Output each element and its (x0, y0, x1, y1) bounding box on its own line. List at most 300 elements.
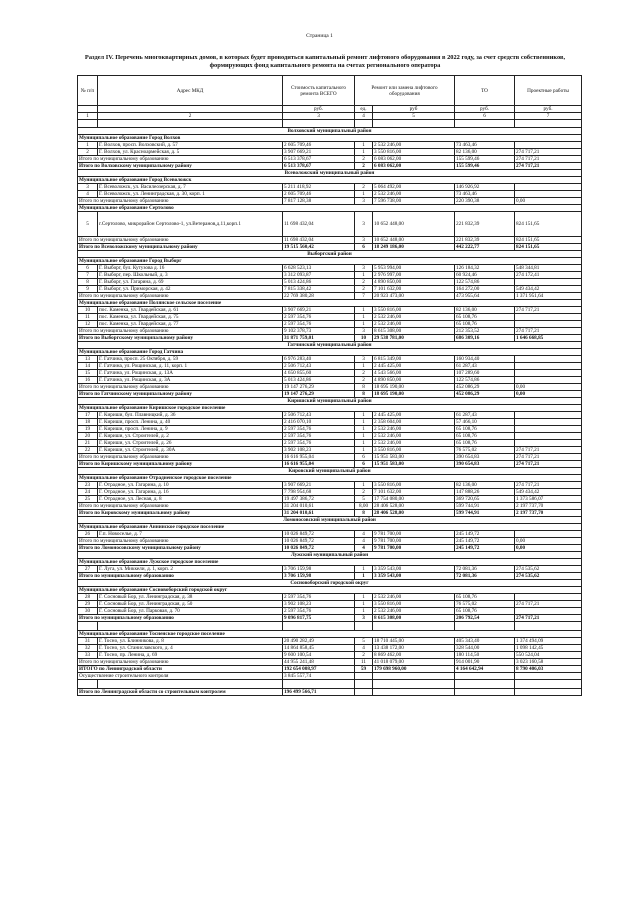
row-number: 12 (78, 321, 98, 328)
units-cell: 6 (355, 454, 373, 461)
to-cell: 146 926,92 (455, 184, 515, 191)
table-row (78, 370, 582, 377)
row-number: 31 (78, 638, 98, 645)
col-header-num: № п/п (78, 76, 98, 106)
subtotal-row (78, 156, 582, 163)
total-row (78, 545, 582, 552)
address-cell: Г. Волхов, просп. Волховский, д. 57 (98, 142, 283, 149)
row-number: 18 (78, 419, 98, 426)
repair-cost-cell: 2 976 997,00 (373, 272, 455, 279)
empty-cell (78, 622, 98, 631)
total-row (78, 510, 582, 517)
table-row (78, 356, 582, 363)
total-row (78, 689, 582, 696)
empty-cell (98, 120, 283, 128)
design-cell: 8 790 406,03 (515, 666, 582, 673)
design-cell: 274 717,21 (515, 163, 582, 170)
address-cell: Г. Гатчина, ул. Рощинская, д. 3А (98, 377, 283, 384)
repair-cost-cell: 18 710 445,00 (373, 638, 455, 645)
total-label: Итого по Гатчинскому муниципальному району (78, 391, 283, 398)
unit-cell: руб (373, 106, 455, 113)
municipality-header-row (78, 475, 582, 482)
design-cell (515, 433, 582, 440)
repair-cost-cell: 9 781 700,00 (373, 545, 455, 552)
to-cell: 65 108,76 (455, 433, 515, 440)
district-header-row (78, 468, 582, 475)
to-cell: 72 081,36 (455, 566, 515, 573)
subtotal-row (78, 328, 582, 335)
total-cost-cell: 5 013 424,86 (283, 377, 355, 384)
row-number: 33 (78, 652, 98, 659)
to-cell: 245 149,72 (455, 545, 515, 552)
table-row (78, 531, 582, 538)
units-cell: 3 (355, 198, 373, 205)
municipality-name: Муниципальное образование Отрадненское городское поселение (78, 475, 582, 482)
table-row (78, 149, 582, 156)
table-row (78, 566, 582, 573)
total-label: ИТОГО по Ленинградской области (78, 666, 283, 673)
to-cell: 442 222,77 (455, 244, 515, 251)
units-cell (355, 689, 373, 696)
total-cost-cell: 6 976 283,40 (283, 356, 355, 363)
row-number: 29 (78, 601, 98, 608)
district-header-row (78, 552, 582, 559)
to-cell: 147 888,26 (455, 489, 515, 496)
design-cell (515, 594, 582, 601)
col-header-total-cost: Стоимость капитального ремонта ВСЕГО (283, 76, 355, 106)
row-number: 8 (78, 279, 98, 286)
address-cell: Г. Отрадное, ул. Гагарина, д. 16 (98, 489, 283, 496)
repair-cost-cell (373, 673, 455, 680)
units-cell: 1 (355, 272, 373, 279)
units-cell: 1 (355, 142, 373, 149)
district-header-row (78, 342, 582, 349)
total-cost-cell: 19 147 276,29 (283, 384, 355, 391)
units-cell: 1 (355, 149, 373, 156)
units-cell: 11 (355, 659, 373, 666)
subtotal-row (78, 237, 582, 244)
table-row (78, 426, 582, 433)
total-cost-cell: 2 506 712,43 (283, 412, 355, 419)
repair-cost-cell: 17 754 080,00 (373, 496, 455, 503)
to-cell: 82 136,00 (455, 307, 515, 314)
total-cost-cell: 2 597 354,76 (283, 433, 355, 440)
empty-cell (355, 622, 373, 631)
district-name: Кировский муниципальный район (78, 468, 582, 475)
design-cell: 274 172,41 (515, 272, 582, 279)
design-cell (515, 356, 582, 363)
to-cell: 65 108,76 (455, 321, 515, 328)
total-cost-cell: 6 513 378,67 (283, 163, 355, 170)
repair-cost-cell: 7 101 632,00 (373, 489, 455, 496)
page-label: Страница 1 (306, 33, 333, 39)
units-cell: 3 (355, 328, 373, 335)
total-row (78, 615, 582, 622)
to-cell: 221 832,39 (455, 212, 515, 237)
row-number: 17 (78, 412, 98, 419)
to-cell: 61 287,43 (455, 363, 515, 370)
design-cell (515, 673, 582, 680)
units-cell: 7 (355, 293, 373, 300)
total-cost-cell: 3 902 108,23 (283, 601, 355, 608)
design-cell: 548 344,81 (515, 265, 582, 272)
to-cell: 180 114,50 (455, 652, 515, 659)
address-cell: Г. Сосновый Бор, ул. Ленинградская, д. 50 (98, 601, 283, 608)
to-cell: 76 575,02 (455, 447, 515, 454)
total-cost-cell: 2 597 354,76 (283, 321, 355, 328)
municipality-header-row (78, 258, 582, 265)
spacer-row (78, 622, 582, 631)
repair-cost-cell: 7 101 632,00 (373, 286, 455, 293)
empty-cell (98, 622, 283, 631)
row-number: 11 (78, 314, 98, 321)
units-cell: 8 (355, 391, 373, 398)
municipality-name: Муниципальное образование Полянское сельское поселение (78, 300, 582, 307)
total-cost-cell: 44 955 241,48 (283, 659, 355, 666)
municipality-header-row (78, 559, 582, 566)
total-label: Итого по Кировскому муниципальному району (78, 510, 283, 517)
spacer-row (78, 120, 582, 128)
row-number: 2 (78, 149, 98, 156)
units-cell: 3 (355, 212, 373, 237)
to-cell (455, 673, 515, 680)
design-cell: 549 434,42 (515, 489, 582, 496)
design-cell (515, 419, 582, 426)
district-header-row (78, 580, 582, 587)
design-cell: 274 535,62 (515, 573, 582, 580)
row-number: 13 (78, 356, 98, 363)
repair-cost-cell: 2 358 604,00 (373, 419, 455, 426)
units-cell: 1 (355, 363, 373, 370)
repair-cost-cell: 2 532 246,00 (373, 594, 455, 601)
design-cell: 274 717,21 (515, 447, 582, 454)
repair-cost-cell: 6 815 349,00 (373, 356, 455, 363)
address-cell: пос. Каменка, ул. Гвардейская, д. 75 (98, 314, 283, 321)
design-cell (515, 142, 582, 149)
total-cost-cell: 2 597 354,76 (283, 440, 355, 447)
design-cell: 274 717,21 (515, 461, 582, 468)
design-cell: 824 151,65 (515, 212, 582, 237)
to-cell: 221 832,39 (455, 237, 515, 244)
address-cell: Г. Выборг, ул. Приморская, д. 42 (98, 286, 283, 293)
subtotal-row (78, 384, 582, 391)
units-cell (355, 673, 373, 680)
design-cell: 2 197 737,70 (515, 503, 582, 510)
design-cell: 1 646 668,85 (515, 335, 582, 342)
units-cell: 2 (355, 286, 373, 293)
table-row (78, 638, 582, 645)
total-cost-cell: 11 698 432,04 (283, 237, 355, 244)
subtotal-row (78, 454, 582, 461)
municipality-header-row (78, 177, 582, 184)
total-label: Итого по муниципальному образованию (78, 454, 283, 461)
repair-cost-cell: 6 083 062,00 (373, 163, 455, 170)
municipality-name: Муниципальное образование Город Выборг (78, 258, 582, 265)
repair-cost-cell: 10 652 448,00 (373, 212, 455, 237)
table-row (78, 482, 582, 489)
total-label: Итого по муниципальному образованию (78, 573, 283, 580)
total-label: Осуществление строительного контроля (78, 673, 283, 680)
repair-cost-cell: 6 083 062,00 (373, 156, 455, 163)
total-cost-cell: 16 616 955,04 (283, 454, 355, 461)
to-cell: 599 744,91 (455, 503, 515, 510)
address-cell: пос. Каменка, ул. Гвардейская, д. 77 (98, 321, 283, 328)
total-cost-cell: 196 499 566,71 (283, 689, 355, 696)
total-cost-cell: 16 616 955,04 (283, 461, 355, 468)
row-number: 9 (78, 286, 98, 293)
to-cell: 73 463,46 (455, 191, 515, 198)
row-number: 26 (78, 531, 98, 538)
total-label: Итого по муниципальному образованию (78, 237, 283, 244)
total-cost-cell: 2 597 354,76 (283, 608, 355, 615)
design-cell: 274 535,62 (515, 566, 582, 573)
repair-cost-cell: 4 890 850,00 (373, 279, 455, 286)
district-name: Киришский муниципальный район (78, 398, 582, 405)
total-row (78, 244, 582, 251)
to-cell: 82 136,00 (455, 149, 515, 156)
total-cost-cell: 3 907 669,21 (283, 307, 355, 314)
total-cost-cell: 9 102 378,73 (283, 328, 355, 335)
total-cost-cell: 19 147 276,29 (283, 391, 355, 398)
address-cell: Г. Тосно, ул. Блинникова, д. 8 (98, 638, 283, 645)
units-cell: 2 (355, 279, 373, 286)
col-number: 3 (283, 113, 355, 120)
to-cell: 65 108,76 (455, 314, 515, 321)
empty-cell (515, 622, 582, 631)
design-cell (515, 531, 582, 538)
to-cell: 122 574,86 (455, 279, 515, 286)
to-cell: 473 955,64 (455, 293, 515, 300)
repair-cost-cell: 4 890 850,00 (373, 377, 455, 384)
table-row (78, 265, 582, 272)
design-cell: 1 373 586,07 (515, 496, 582, 503)
total-label: Итого по Выборгскому муниципальному району (78, 335, 283, 342)
design-cell: 274 717,21 (515, 615, 582, 622)
total-cost-cell: 5 211 418,92 (283, 184, 355, 191)
to-cell: 164 272,00 (455, 286, 515, 293)
section-title: Раздел IV. Перечень многоквартирных домов, в которых будет проводиться капитальный ремонт лифтового оборудования в 2022 году, за счет средств собственников, формирующих фонд капитального ремонта на счетах регионального оператора (84, 54, 566, 69)
address-cell: Г. Кириши, просп. Ленина, д. 40 (98, 419, 283, 426)
row-number: 7 (78, 272, 98, 279)
total-cost-cell: 5 013 424,86 (283, 279, 355, 286)
repair-cost-cell: 20 923 473,00 (373, 293, 455, 300)
total-cost-cell: 10 026 849,72 (283, 545, 355, 552)
table-row (78, 377, 582, 384)
repair-cost-cell: 8 869 462,00 (373, 652, 455, 659)
address-cell: Г. Кириши, ул. Строителей, д. 30А (98, 447, 283, 454)
units-cell: 1 (355, 321, 373, 328)
units-cell: 1 (355, 608, 373, 615)
repair-cost-cell: 18 695 190,00 (373, 384, 455, 391)
district-header-row (78, 398, 582, 405)
to-cell: 369 720,65 (455, 496, 515, 503)
address-cell: Г. Кириши, просп. Ленина, д. 9 (98, 426, 283, 433)
col-number: 2 (98, 113, 283, 120)
unit-cell: руб. (455, 106, 515, 113)
total-label: Итого по муниципальному образованию (78, 538, 283, 545)
address-cell: Г. Отрадное, ул. Гагарина, д. 10 (98, 482, 283, 489)
total-cost-cell: 3 907 669,21 (283, 482, 355, 489)
col-number: 7 (515, 113, 582, 120)
address-cell: Г. Гатчина, просп. 25 Октября, д. 59 (98, 356, 283, 363)
to-cell: 212 353,52 (455, 328, 515, 335)
district-name: Волховский муниципальный район (78, 128, 582, 135)
to-cell (455, 689, 515, 696)
units-cell: 1 (355, 573, 373, 580)
col-number: 1 (78, 113, 98, 120)
total-cost-cell: 10 026 849,72 (283, 538, 355, 545)
to-cell: 57 466,10 (455, 419, 515, 426)
total-cost-cell: 11 698 432,04 (283, 212, 355, 237)
units-cell: 1 (355, 447, 373, 454)
address-cell: Г. Кириши, бул. Плавницкий, д. 36 (98, 412, 283, 419)
to-cell: 61 287,43 (455, 412, 515, 419)
repair-cost-cell: 2 532 246,00 (373, 314, 455, 321)
repair-cost-cell: 179 698 960,00 (373, 666, 455, 673)
total-cost-cell: 3 312 093,87 (283, 272, 355, 279)
design-cell: 2 197 737,70 (515, 510, 582, 517)
repair-cost-cell: 29 538 781,00 (373, 335, 455, 342)
to-cell: 73 463,46 (455, 142, 515, 149)
repair-cost-cell: 3 359 543,00 (373, 573, 455, 580)
total-cost-cell: 2 597 354,76 (283, 314, 355, 321)
address-cell: Г. Луга, ул. Миккели, д. 1, корп. 2 (98, 566, 283, 573)
municipality-name: Муниципальное образование Лужское городское поселение (78, 559, 582, 566)
to-cell: 686 309,16 (455, 335, 515, 342)
row-number: 1 (78, 142, 98, 149)
subtotal-row (78, 293, 582, 300)
to-cell: 65 108,76 (455, 608, 515, 615)
total-cost-cell: 20 490 282,49 (283, 638, 355, 645)
total-cost-cell: 3 706 159,98 (283, 573, 355, 580)
repair-cost-cell: 2 532 246,00 (373, 433, 455, 440)
repair-cost-cell: 8 615 308,00 (373, 615, 455, 622)
repair-cost-cell: 8 615 308,00 (373, 328, 455, 335)
table-row (78, 279, 582, 286)
table-row (78, 184, 582, 191)
district-name: Ломоносовский муниципальный район (78, 517, 582, 524)
total-label: Итого по муниципальному образованию (78, 384, 283, 391)
total-cost-cell: 3 902 108,23 (283, 447, 355, 454)
row-number: 3 (78, 184, 98, 191)
total-cost-cell: 192 654 008,97 (283, 666, 355, 673)
subtotal-row (78, 538, 582, 545)
address-cell: Г. Сосновый Бор, ул. Ленинградская, д. 38 (98, 594, 283, 601)
design-cell (515, 363, 582, 370)
empty-cell (78, 680, 98, 689)
to-cell: 126 184,32 (455, 265, 515, 272)
row-number: 21 (78, 440, 98, 447)
to-cell: 914 001,90 (455, 659, 515, 666)
repair-cost-cell: 28 406 528,00 (373, 510, 455, 517)
table-row (78, 652, 582, 659)
design-cell (515, 426, 582, 433)
design-cell: 549 434,42 (515, 286, 582, 293)
design-cell: 3 023 160,58 (515, 659, 582, 666)
district-name: Лужский муниципальный район (78, 552, 582, 559)
empty-cell (283, 120, 355, 128)
row-number: 24 (78, 489, 98, 496)
municipality-header-row (78, 300, 582, 307)
repair-cost-cell: 3 550 816,00 (373, 307, 455, 314)
total-cost-cell: 19 497 386,72 (283, 496, 355, 503)
district-name: Сосновоборский городской округ (78, 580, 582, 587)
design-cell: 274 717,21 (515, 601, 582, 608)
address-cell: Г. Кириши, ул. Строителей, д. 26 (98, 440, 283, 447)
units-cell: 4 (355, 538, 373, 545)
total-row (78, 573, 582, 580)
address-cell: Г. Гатчина, ул. Рощинская, д. 11, корп. 1 (98, 363, 283, 370)
table-row (78, 314, 582, 321)
design-cell (515, 412, 582, 419)
repair-cost-cell: 15 951 583,00 (373, 454, 455, 461)
units-cell: 1 (355, 601, 373, 608)
units-cell: 3 (355, 265, 373, 272)
address-cell: Г. Выборг, пер. Школьный, д. 3 (98, 272, 283, 279)
total-cost-cell: 7 815 338,42 (283, 286, 355, 293)
design-cell (515, 440, 582, 447)
units-cell: 8 (355, 510, 373, 517)
total-label: Итого по муниципальному образованию (78, 293, 283, 300)
row-number: 6 (78, 265, 98, 272)
empty-cell (515, 680, 582, 689)
col-header-address: Адрес МКД (98, 76, 283, 106)
municipality-header-row (78, 631, 582, 638)
units-cell: 5 (355, 638, 373, 645)
municipality-name: Муниципальное образование Сертолово (78, 205, 582, 212)
row-number: 28 (78, 594, 98, 601)
design-cell: 824 151,65 (515, 237, 582, 244)
total-cost-cell: 7 798 954,68 (283, 489, 355, 496)
table-row (78, 212, 582, 237)
table-row (78, 412, 582, 419)
address-cell: Г. Кириши, ул. Строителей, д. 2 (98, 433, 283, 440)
total-cost-cell: 3 706 159,98 (283, 566, 355, 573)
unit-cell: ед. (355, 106, 373, 113)
total-row (78, 461, 582, 468)
total-label: Итого по Ленинградской области со строительным контролем (78, 689, 283, 696)
design-cell: 1 098 142,45 (515, 645, 582, 652)
address-cell: Г. Гатчина, ул. Рощинская, д. 13А (98, 370, 283, 377)
district-name: Гатчинский муниципальный район (78, 342, 582, 349)
total-label: Итого по муниципальному образованию (78, 659, 283, 666)
units-cell: 2 (355, 370, 373, 377)
repair-cost-cell: 3 359 543,00 (373, 566, 455, 573)
design-cell: 274 717,21 (515, 307, 582, 314)
address-cell: Г. Выборг, бул. Кутузова д. 16 (98, 265, 283, 272)
empty-cell (455, 622, 515, 631)
units-cell: 4 (355, 645, 373, 652)
district-header-row (78, 517, 582, 524)
total-label: Итого по Ломоносовскому муниципальному району (78, 545, 283, 552)
to-cell: 328 544,00 (455, 645, 515, 652)
subtotal-row (78, 673, 582, 680)
municipality-header-row (78, 405, 582, 412)
unit-cell: руб. (515, 106, 582, 113)
row-number: 5 (78, 212, 98, 237)
design-cell (515, 608, 582, 615)
table-row (78, 601, 582, 608)
units-cell: 2 (355, 184, 373, 191)
district-name: Всеволожский муниципальный район (78, 170, 582, 177)
design-cell: 1 374 494,09 (515, 638, 582, 645)
repair-cost-cell: 9 781 700,00 (373, 538, 455, 545)
table-row (78, 419, 582, 426)
row-number: 16 (78, 377, 98, 384)
repair-cost-cell: 18 695 190,00 (373, 391, 455, 398)
to-cell: 72 081,36 (455, 573, 515, 580)
total-cost-cell: 22 769 380,28 (283, 293, 355, 300)
